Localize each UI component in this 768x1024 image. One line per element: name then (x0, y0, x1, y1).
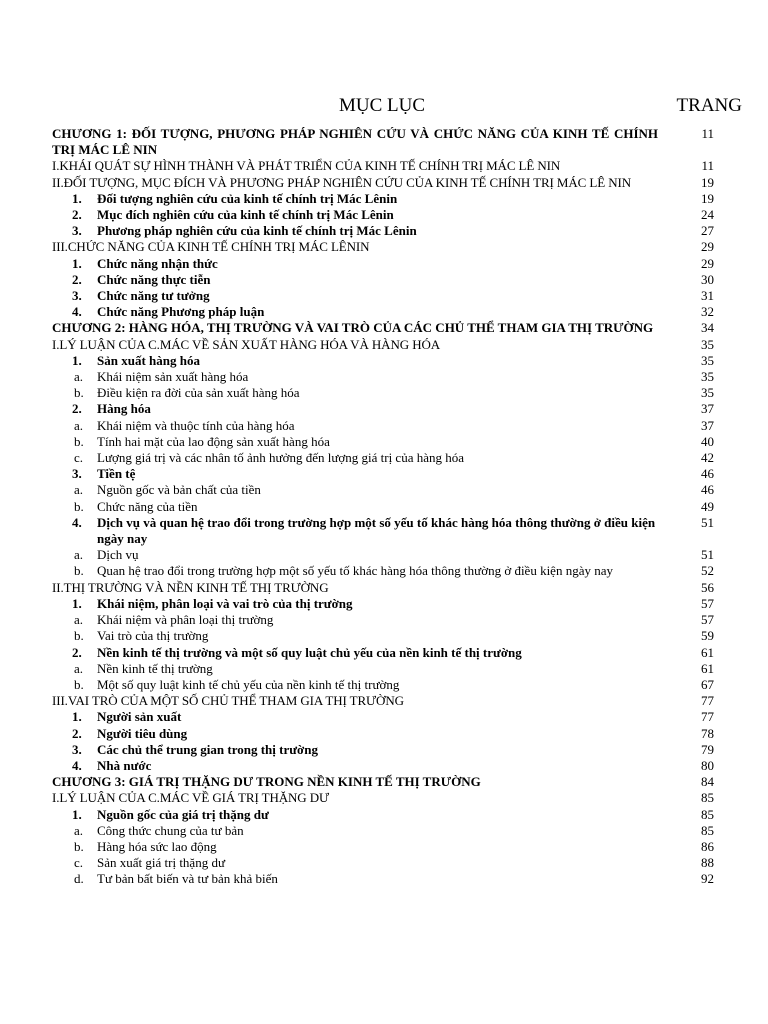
toc-entry-text (52, 628, 714, 644)
toc-entry-label: Tính hai mặt của lao động sản xuất hàng hóa (97, 433, 330, 449)
toc-entry-page: 67 (701, 676, 714, 692)
toc-entry-text (52, 823, 714, 839)
toc-entry-page: 11 (701, 158, 714, 174)
toc-entry-num (52, 466, 714, 482)
toc-entry-label: Chức năng thực tiễn (97, 271, 211, 287)
toc-entry-page: 11 (701, 126, 714, 141)
toc-entry-text (52, 726, 714, 742)
toc-entry-marker: b. (74, 498, 84, 514)
toc-entry-marker: c. (74, 450, 84, 466)
toc-entry-label: II.THỊ TRƯỜNG VÀ NỀN KINH TẾ THỊ TRƯỜNG (52, 579, 329, 595)
toc-entry-marker: 1. (72, 709, 82, 725)
toc-entry-label: Nền kinh tế thị trường (97, 660, 213, 676)
toc-entry-marker: d. (74, 871, 84, 887)
toc-entry-letter (52, 855, 714, 871)
toc-entry-num (52, 223, 714, 239)
toc-entry-num (52, 207, 714, 223)
toc-entry-text (52, 807, 714, 823)
toc-entry-label: Khái niệm và phân loại thị trường (97, 612, 274, 628)
toc-entry-marker: a. (74, 822, 84, 838)
toc-entry-letter (52, 434, 714, 450)
toc-entry-page: 42 (701, 450, 714, 466)
toc-entry-label: Tư bản bất biến và tư bản khả biến (97, 871, 278, 887)
toc-entry-label: Vai trò của thị trường (97, 628, 209, 644)
toc-entry-marker: 3. (72, 223, 82, 239)
toc-entry-label: Người sản xuất (97, 709, 182, 725)
toc-entry-page: 80 (701, 757, 714, 773)
toc-entry-text (52, 693, 714, 709)
toc-entry-text (52, 434, 714, 450)
toc-entry-text (52, 126, 714, 158)
toc-entry-text (52, 418, 714, 434)
toc-entry-num (52, 726, 714, 742)
toc-entry-num (52, 272, 714, 288)
toc-entry-label: Chức năng tư tưởng (97, 288, 210, 304)
toc-entry-text (52, 385, 714, 401)
toc-entry-text (52, 871, 714, 887)
toc-entry-label: Khái niệm, phân loại và vai trò của thị trường (97, 595, 353, 611)
page-column-label: TRANG (676, 95, 742, 116)
toc-entry-text (52, 612, 714, 628)
toc-entry-text (52, 758, 714, 774)
toc-entry-page: 29 (701, 255, 714, 271)
toc-entry-text (52, 580, 714, 596)
toc-entry-page: 52 (701, 563, 714, 579)
toc-entry-chapter (52, 320, 714, 336)
toc-entry-letter (52, 385, 714, 401)
toc-entry-marker: a. (74, 369, 84, 385)
toc-entry-text (52, 661, 714, 677)
table-of-contents (52, 126, 714, 888)
toc-entry-text (52, 774, 714, 790)
toc-entry-letter (52, 612, 714, 628)
toc-entry-label: Hàng hóa sức lao động (97, 838, 217, 854)
toc-entry-marker: a. (74, 612, 84, 628)
toc-entry-marker: c. (74, 855, 84, 871)
toc-entry-page: 30 (701, 271, 714, 287)
toc-entry-letter (52, 482, 714, 498)
toc-entry-label: Khái niệm sản xuất hàng hóa (97, 369, 249, 385)
toc-entry-text (52, 596, 714, 612)
toc-entry-marker: 1. (72, 806, 82, 822)
toc-entry-chapter (52, 126, 714, 158)
toc-entry-page: 79 (701, 741, 714, 757)
toc-entry-page: 32 (701, 304, 714, 320)
toc-entry-marker: a. (74, 547, 84, 563)
toc-entry-marker: b. (74, 563, 84, 579)
toc-entry-page: 61 (701, 644, 714, 660)
toc-entry-label: Sản xuất hàng hóa (97, 352, 200, 368)
toc-entry-letter (52, 677, 714, 693)
toc-entry-num (52, 353, 714, 369)
toc-entry-page: 29 (701, 239, 714, 255)
toc-entry-text (52, 677, 714, 693)
toc-entry-page: 78 (701, 725, 714, 741)
toc-entry-section (52, 175, 714, 191)
toc-entry-text (52, 563, 714, 579)
toc-entry-text (52, 369, 714, 385)
toc-entry-letter (52, 628, 714, 644)
toc-entry-page: 27 (701, 223, 714, 239)
toc-entry-section (52, 790, 714, 806)
toc-entry-num (52, 645, 714, 661)
toc-entry-page: 34 (701, 320, 714, 336)
toc-entry-label: Chức năng Phương pháp luận (97, 304, 265, 320)
toc-entry-marker: 2. (72, 271, 82, 287)
toc-entry-label: Nhà nước (97, 757, 152, 773)
toc-entry-label: Hàng hóa (97, 401, 151, 417)
toc-entry-page: 85 (701, 806, 714, 822)
toc-entry-marker: 3. (72, 466, 82, 482)
toc-entry-text (52, 353, 714, 369)
toc-entry-label: III.VAI TRÒ CỦA MỘT SỐ CHỦ THỂ THAM GIA THỊ TRƯỜNG (52, 693, 404, 709)
page-title: MỤC LỤC (338, 95, 426, 116)
toc-entry-page: 56 (701, 579, 714, 595)
toc-entry-page: 59 (701, 628, 714, 644)
toc-entry-text (52, 790, 714, 806)
toc-entry-marker: 1. (72, 352, 82, 368)
toc-entry-text (52, 645, 714, 661)
toc-entry-letter (52, 369, 714, 385)
toc-entry-letter (52, 450, 714, 466)
toc-entry-text (52, 466, 714, 482)
toc-entry-num (52, 401, 714, 417)
toc-entry-marker: 2. (72, 401, 82, 417)
toc-entry-page: 46 (701, 482, 714, 498)
toc-entry-text (52, 239, 714, 255)
toc-entry-num (52, 256, 714, 272)
toc-entry-marker: b. (74, 385, 84, 401)
toc-entry-marker: 4. (72, 514, 82, 530)
toc-entry-letter (52, 839, 714, 855)
toc-entry-text (52, 223, 714, 239)
toc-entry-text (52, 450, 714, 466)
toc-entry-marker: a. (74, 482, 84, 498)
toc-entry-letter (52, 563, 714, 579)
toc-entry-letter (52, 418, 714, 434)
toc-header (52, 92, 742, 120)
toc-entry-text (52, 272, 714, 288)
toc-entry-label: II.ĐỐI TƯỢNG, MỤC ĐÍCH VÀ PHƯƠNG PHÁP NGHIÊN CỨU CỦA KINH TẾ CHÍNH TRỊ MÁC LÊ NIN (52, 174, 631, 190)
toc-entry-page: 84 (701, 774, 714, 790)
toc-entry-page: 86 (701, 838, 714, 854)
toc-entry-marker: 3. (72, 741, 82, 757)
toc-entry-marker: 3. (72, 288, 82, 304)
toc-entry-letter (52, 871, 714, 887)
toc-entry-page: 85 (701, 790, 714, 806)
toc-entry-marker: 2. (72, 207, 82, 223)
toc-entry-text (52, 158, 714, 174)
toc-entry-label: Nguồn gốc của giá trị thặng dư (97, 806, 269, 822)
toc-entry-page: 46 (701, 466, 714, 482)
toc-entry-marker: b. (74, 838, 84, 854)
toc-entry-section (52, 158, 714, 174)
toc-entry-num (52, 709, 714, 725)
toc-entry-label: Tiền tệ (97, 466, 136, 482)
toc-entry-marker: 1. (72, 595, 82, 611)
toc-entry-label: Chức năng nhận thức (97, 255, 218, 271)
toc-entry-page: 49 (701, 498, 714, 514)
toc-entry-label: Chức năng của tiền (97, 498, 198, 514)
toc-entry-text (52, 709, 714, 725)
toc-entry-num (52, 758, 714, 774)
toc-entry-page: 19 (701, 190, 714, 206)
toc-entry-text (52, 547, 714, 563)
toc-entry-label: I.LÝ LUẬN CỦA C.MÁC VỀ GIÁ TRỊ THẶNG DƯ (52, 790, 330, 806)
toc-entry-text (52, 482, 714, 498)
toc-entry-text (52, 839, 714, 855)
toc-entry-label: Dịch vụ (97, 547, 139, 563)
toc-entry-label: Mục đích nghiên cứu của kinh tế chính trị Mác Lênin (97, 207, 394, 223)
toc-entry-label: Nguồn gốc và bản chất của tiền (97, 482, 261, 498)
toc-entry-section (52, 239, 714, 255)
toc-entry-marker: 2. (72, 644, 82, 660)
toc-entry-text (52, 742, 714, 758)
toc-entry-num (52, 191, 714, 207)
toc-entry-marker: 1. (72, 190, 82, 206)
toc-entry-page: 77 (701, 709, 714, 725)
toc-entry-label: Một số quy luật kinh tế chủ yếu của nền kinh tế thị trường (97, 676, 400, 692)
toc-entry-text (52, 401, 714, 417)
toc-entry-label: I.LÝ LUẬN CỦA C.MÁC VỀ SẢN XUẤT HÀNG HÓA VÀ HÀNG HÓA (52, 336, 441, 352)
toc-entry-text (52, 256, 714, 272)
toc-entry-marker: b. (74, 433, 84, 449)
toc-entry-section (52, 337, 714, 353)
toc-entry-marker: 4. (72, 757, 82, 773)
toc-entry-num (52, 742, 714, 758)
toc-entry-text (52, 288, 714, 304)
toc-entry-page: 85 (701, 822, 714, 838)
toc-entry-page: 51 (701, 514, 714, 530)
toc-entry-label: Khái niệm và thuộc tính của hàng hóa (97, 417, 295, 433)
toc-entry-label: Đối tượng nghiên cứu của kinh tế chính trị Mác Lênin (97, 190, 398, 206)
toc-entry-page: 37 (701, 401, 714, 417)
toc-entry-label: Sản xuất giá trị thặng dư (97, 855, 225, 871)
toc-entry-page: 77 (701, 693, 714, 709)
toc-entry-label: Phương pháp nghiên cứu của kinh tế chính trị Mác Lênin (97, 223, 417, 239)
toc-entry-marker: b. (74, 676, 84, 692)
toc-entry-text (52, 320, 714, 336)
toc-entry-page: 40 (701, 433, 714, 449)
toc-entry-label: I.KHÁI QUÁT SỰ HÌNH THÀNH VÀ PHÁT TRIỂN CỦA KINH TẾ CHÍNH TRỊ MÁC LÊ NIN (52, 158, 561, 174)
toc-entry-label: Điều kiện ra đời của sản xuất hàng hóa (97, 385, 300, 401)
toc-entry-section (52, 693, 714, 709)
toc-entry-letter (52, 661, 714, 677)
toc-entry-page: 57 (701, 595, 714, 611)
toc-entry-page: 61 (701, 660, 714, 676)
toc-entry-label: Các chủ thể trung gian trong thị trường (97, 741, 318, 757)
toc-entry-marker: a. (74, 660, 84, 676)
toc-entry-page: 24 (701, 207, 714, 223)
toc-entry-page: 51 (701, 547, 714, 563)
toc-entry-label: CHƯƠNG 2: HÀNG HÓA, THỊ TRƯỜNG VÀ VAI TRÒ CỦA CÁC CHỦ THỂ THAM GIA THỊ TRƯỜNG (52, 320, 654, 336)
toc-entry-page: 35 (701, 336, 714, 352)
toc-entry-label: Nền kinh tế thị trường và một số quy luật chủ yếu của nền kinh tế thị trường (97, 644, 522, 660)
toc-entry-page: 35 (701, 369, 714, 385)
toc-entry-page: 37 (701, 417, 714, 433)
toc-entry-page: 92 (701, 871, 714, 887)
toc-entry-section (52, 580, 714, 596)
toc-entry-page: 19 (701, 174, 714, 190)
toc-entry-marker: a. (74, 417, 84, 433)
toc-entry-text (52, 855, 714, 871)
toc-entry-label: Lượng giá trị và các nhân tố ảnh hưởng đến lượng giá trị của hàng hóa (97, 450, 465, 466)
toc-entry-num (52, 288, 714, 304)
toc-entry-marker: 4. (72, 304, 82, 320)
toc-entry-label: Dịch vụ và quan hệ trao đổi trong trường hợp một số yếu tố khác hàng hóa thông thường ở điều kiện ngày nay (97, 514, 656, 547)
toc-entry-page: 35 (701, 352, 714, 368)
toc-entry-label: CHƯƠNG 3: GIÁ TRỊ THẶNG DƯ TRONG NỀN KINH TẾ THỊ TRƯỜNG (52, 774, 481, 790)
toc-entry-text (52, 175, 714, 191)
toc-entry-num (52, 515, 714, 547)
toc-entry-label: III.CHỨC NĂNG CỦA KINH TẾ CHÍNH TRỊ MÁC LÊNIN (52, 239, 370, 255)
toc-entry-text (52, 191, 714, 207)
toc-entry-page: 31 (701, 288, 714, 304)
toc-entry-text (52, 337, 714, 353)
toc-entry-num (52, 596, 714, 612)
toc-entry-num (52, 304, 714, 320)
toc-entry-page: 35 (701, 385, 714, 401)
toc-entry-num (52, 807, 714, 823)
toc-entry-label: CHƯƠNG 1: ĐỐI TƯỢNG, PHƯƠNG PHÁP NGHIÊN CỨU VÀ CHỨC NĂNG CỦA KINH TẾ CHÍNH TRỊ MÁC LÊ NIN (52, 126, 658, 158)
toc-entry-letter (52, 547, 714, 563)
toc-entry-text (52, 304, 714, 320)
toc-entry-letter (52, 823, 714, 839)
toc-entry-page: 57 (701, 612, 714, 628)
toc-entry-label: Công thức chung của tư bản (97, 822, 244, 838)
toc-entry-page: 88 (701, 855, 714, 871)
toc-entry-marker: b. (74, 628, 84, 644)
toc-entry-marker: 1. (72, 255, 82, 271)
toc-entry-label: Quan hệ trao đổi trong trường hợp một số yếu tố khác hàng hóa thông thường ở điều kiện ngày nay (97, 563, 613, 579)
toc-entry-text (52, 515, 714, 547)
toc-entry-marker: 2. (72, 725, 82, 741)
toc-entry-letter (52, 499, 714, 515)
toc-entry-text (52, 207, 714, 223)
toc-entry-chapter (52, 774, 714, 790)
toc-entry-label: Người tiêu dùng (97, 725, 188, 741)
toc-entry-text (52, 499, 714, 515)
